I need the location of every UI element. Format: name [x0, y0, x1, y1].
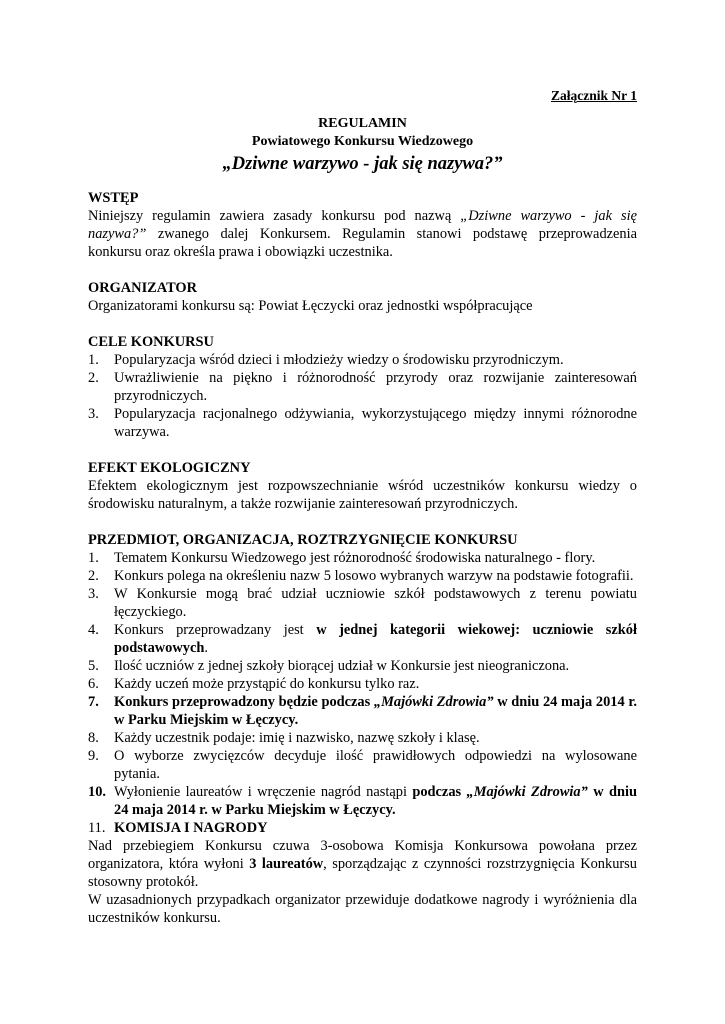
- item-text: KOMISJA I NAGRODY: [114, 820, 268, 836]
- section-intro: [88, 189, 637, 261]
- item-number: 4.: [88, 622, 99, 638]
- item-text: [114, 693, 637, 729]
- list-item: [88, 675, 637, 693]
- text-run-bold: 3 laureatów: [249, 856, 324, 872]
- text-run: Wyłonienie laureatów i wręczenie nagród nastąpi: [114, 784, 413, 800]
- text-run-italic: „Majówki Zdrowia”: [373, 694, 494, 710]
- list-item: [88, 351, 637, 369]
- text-run-bold: w dniu 24 maja 2014 r. w Parku Miejskim w Łęczycy.: [114, 784, 637, 818]
- document-content: [88, 189, 637, 945]
- section-heading: CELE KONKURSU: [88, 334, 214, 350]
- text-run-italic: „Dziwne warzywo - jak się nazywa?”: [88, 208, 637, 242]
- text-run: Niniejszy regulamin zawiera zasady konkursu pod nazwą: [88, 208, 461, 224]
- item-text: Uwrażliwienie na piękno i różnorodność przyrody oraz rozwijanie zainteresowań przyrodniczych.: [114, 370, 637, 404]
- text-run: Konkurs przeprowadzany jest: [114, 622, 317, 638]
- item-text: Każdy uczestnik podaje: imię i nazwisko, nazwę szkoły i klasę.: [114, 730, 480, 746]
- item-number: 1.: [88, 352, 99, 368]
- list-item: [88, 585, 637, 621]
- item-text: Popularyzacja racjonalnego odżywiania, wykorzystującego między innymi różnorodne warzywa.: [114, 406, 637, 440]
- title-contest-motto: „Dziwne warzywo - jak się nazywa?”: [222, 154, 503, 174]
- item-text: [114, 783, 637, 819]
- item-text: Konkurs polega na określeniu nazw 5 losowo wybranych warzyw na podstawie fotografii.: [114, 568, 634, 584]
- item-text: Każdy uczeń może przystąpić do konkursu tylko raz.: [114, 676, 420, 692]
- text-run: Nad przebiegiem Konkursu czuwa 3-osobowa Komisja Konkursowa powołana przez organizatora, która wyłoni: [88, 838, 637, 872]
- list-item: [88, 747, 637, 783]
- item-number: 11.: [88, 820, 106, 836]
- section-heading: ORGANIZATOR: [88, 280, 198, 296]
- organizer-paragraph: Organizatorami konkursu są: Powiat Łęczycki oraz jednostki współpracujące: [88, 298, 533, 314]
- prizes-paragraph: W uzasadnionych przypadkach organizator przewiduje dodatkowe nagrody i wyróżnienia dla uczestników konkursu.: [88, 892, 637, 926]
- text-run-italic: „Majówki Zdrowia”: [466, 784, 588, 800]
- item-number: 5.: [88, 658, 99, 674]
- section-goals: [88, 333, 637, 441]
- item-number: 6.: [88, 676, 99, 692]
- item-number: 9.: [88, 748, 99, 764]
- list-item: [88, 567, 637, 585]
- item-text: Ilość uczniów z jednej szkoły biorącej udział w Konkursie jest nieograniczona.: [114, 658, 570, 674]
- text-run: w dniu 24 maja 2014 r. w Parku Miejskim w Łęczycy.: [114, 694, 637, 728]
- section-heading: EFEKT EKOLOGICZNY: [88, 460, 251, 476]
- item-text: O wyborze zwycięzców decyduje ilość prawidłowych odpowiedzi na wylosowane pytania.: [114, 748, 637, 782]
- list-item: [88, 621, 637, 657]
- list-item: [88, 549, 637, 567]
- section-heading: PRZEDMIOT, ORGANIZACJA, ROZTRZYGNIĘCIE KONKURSU: [88, 532, 518, 548]
- item-number: 3.: [88, 586, 99, 602]
- list-item: [88, 729, 637, 747]
- intro-paragraph: [88, 207, 637, 261]
- list-item: [88, 657, 637, 675]
- item-number: 2.: [88, 568, 99, 584]
- list-item: [88, 819, 637, 837]
- text-run: .: [204, 640, 208, 656]
- item-number: 10.: [88, 784, 106, 800]
- list-item: [88, 405, 637, 441]
- text-run: , sporządzając z czynności rozstrzygnięcia Konkursu stosowny protokół.: [88, 856, 637, 890]
- item-number: 3.: [88, 406, 99, 422]
- section-heading: WSTĘP: [88, 190, 139, 206]
- commission-paragraph: [88, 837, 637, 891]
- title-regulamin: REGULAMIN: [318, 116, 407, 131]
- list-item: [88, 369, 637, 405]
- item-text: Tematem Konkursu Wiedzowego jest różnorodność środowiska naturalnego - flory.: [114, 550, 596, 566]
- item-number: 1.: [88, 550, 99, 566]
- item-number: 8.: [88, 730, 99, 746]
- item-text: [114, 621, 637, 657]
- list-item: [88, 783, 637, 819]
- title-block: [88, 115, 637, 176]
- annex-label: Załącznik Nr 1: [550, 88, 637, 103]
- item-text: Popularyzacja wśród dzieci i młodzieży wiedzy o środowisku przyrodniczym.: [114, 352, 564, 368]
- subject-list: [88, 549, 637, 837]
- title-contest-name: Powiatowego Konkursu Wiedzowego: [251, 134, 474, 149]
- text-run-bold: w jednej kategorii wiekowej: uczniowie szkół podstawowych: [114, 622, 637, 656]
- item-number: 7.: [88, 694, 99, 710]
- text-run: Konkurs przeprowadzony będzie podczas: [114, 694, 374, 710]
- text-run: zwanego dalej Konkursem. Regulamin stanowi podstawę przeprowadzenia konkursu oraz określa prawa i obowiązki uczestnika.: [88, 226, 637, 260]
- goals-list: [88, 351, 637, 441]
- section-eco: [88, 459, 637, 513]
- eco-paragraph: Efektem ekologicznym jest rozpowszechnianie wśród uczestników konkursu wiedzy o środowisku naturalnym, a także rozwijanie zainteresowań przyrodniczych.: [88, 478, 637, 512]
- text-run-bold: podczas: [412, 784, 467, 800]
- section-organizer: [88, 279, 637, 315]
- section-subject: [88, 531, 637, 927]
- item-text: W Konkursie mogą brać udział uczniowie szkół podstawowych z terenu powiatu łęczyckiego.: [114, 586, 637, 620]
- list-item: [88, 693, 637, 729]
- item-number: 2.: [88, 370, 99, 386]
